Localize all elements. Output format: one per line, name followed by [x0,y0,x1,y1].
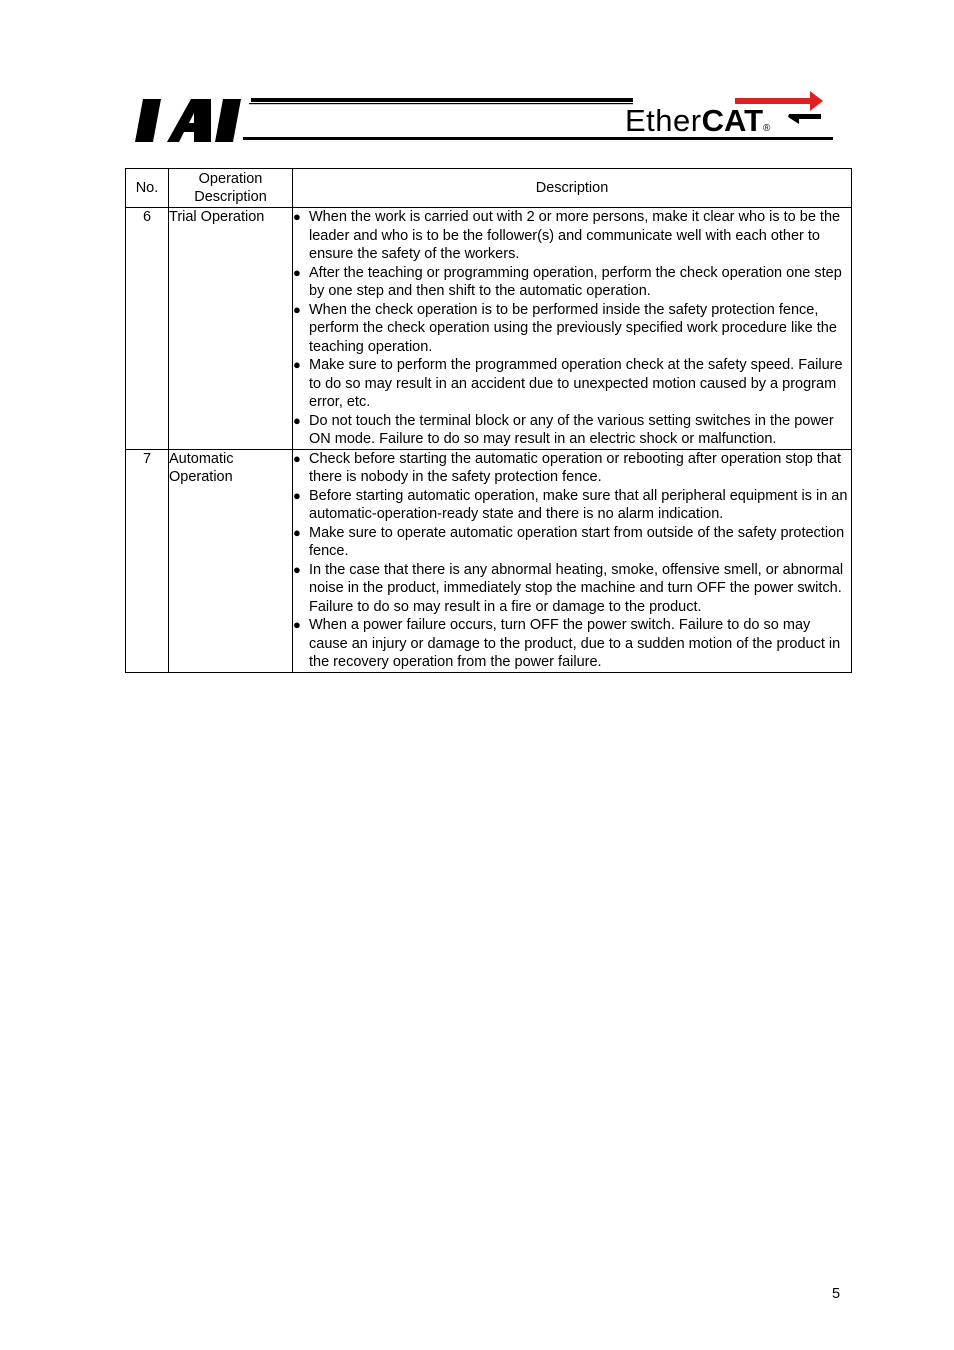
page-header [133,88,833,148]
bullet-item: ● When the check operation is to be performed inside the safety protection fence, perform the check operation using the previously specified work procedure like the teaching operation. [293,301,851,357]
row-operation [169,449,293,672]
bullet-item: ● Check before starting the automatic operation or rebooting after operation stop that there is nobody in the safety protection fence. [293,450,851,487]
table-row [126,449,852,672]
row-number: 6 [126,208,169,450]
bullet-item: ● After the teaching or programming operation, perform the check operation one step by one step and then shift to the automatic operation. [293,264,851,301]
bullet-item: ● Make sure to perform the programmed operation check at the safety speed. Failure to do so may result in an accident due to unexpected motion caused by a program error, etc. [293,356,851,412]
bullet-item: ● Before starting automatic operation, make sure that all peripheral equipment is in an automatic-operation-ready state and there is no alarm indication. [293,487,851,524]
header-no: No. [126,169,169,208]
operation-table [125,168,852,673]
table-row [126,208,852,450]
row-operation: Trial Operation [169,208,293,450]
bullet-list [293,450,851,672]
table-header-row [126,169,852,208]
bullet-item: ● Make sure to operate automatic operation start from outside of the safety protection fence. [293,524,851,561]
iai-logo [133,98,243,143]
bullet-item: ● Do not touch the terminal block or any of the various setting switches in the power ON mode. Failure to do so may result in an electric shock or malfunction. [293,412,851,449]
ethercat-logo-cat: CAT [701,103,764,138]
registered-mark: ® [763,123,771,134]
header-operation-description-label: Operation Description [194,170,267,205]
row-description [293,208,852,450]
bullet-item: ● When the work is carried out with 2 or more persons, make it clear who is to be the leader and who is to be the follower(s) and communicate well with each other to ensure the safety of the workers. [293,208,851,264]
bullet-item: ● When a power failure occurs, turn OFF the power switch. Failure to do so may cause an injury or damage to the product, due to a sudden motion of the product in the recovery operation from the power failure. [293,616,851,672]
header-operation-description [169,169,293,208]
bullet-list [293,208,851,449]
ethercat-logo-ether: Ether [625,103,702,138]
bullet-item: ● In the case that there is any abnormal heating, smoke, offensive smell, or abnormal noise in the product, immediately stop the machine and turn OFF the power switch. Failure to do so may result in a fire or damage to the product. [293,561,851,617]
ethercat-logo [625,104,770,146]
row-number: 7 [126,449,169,672]
page-number: 5 [832,1286,841,1302]
header-description: Description [293,169,852,208]
row-operation-label: Automatic Operation [169,450,234,485]
row-description [293,449,852,672]
